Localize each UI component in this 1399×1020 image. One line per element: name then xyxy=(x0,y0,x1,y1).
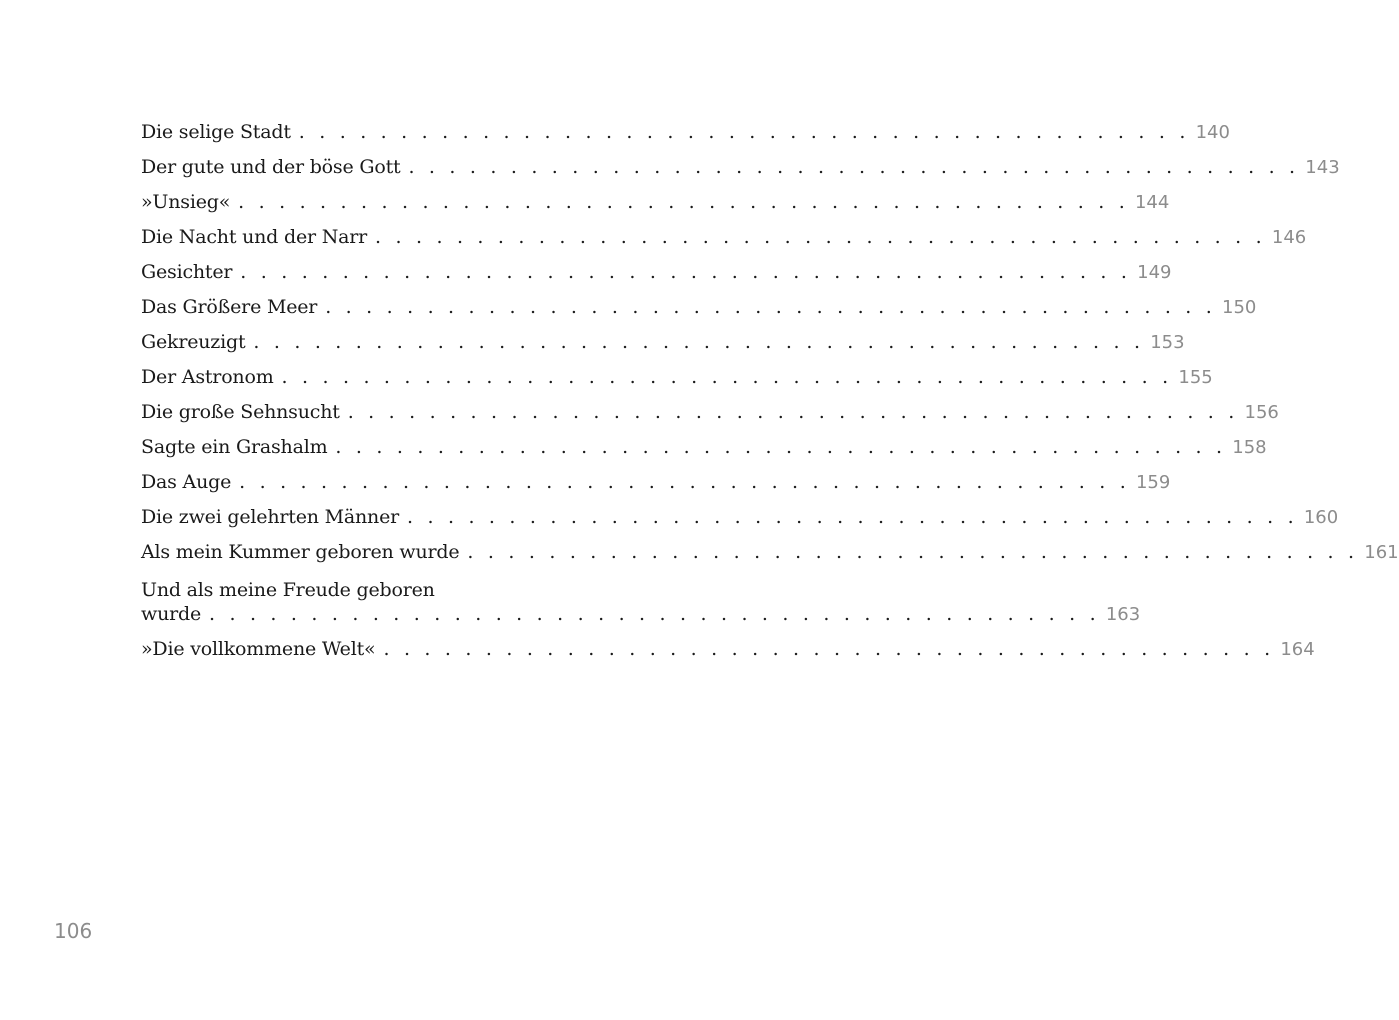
toc-entry-page: 160 xyxy=(1303,507,1339,528)
toc-entry-title: Die zwei gelehrten Männer xyxy=(141,506,400,528)
leader-dots: . . . . . . . . . . . . . . . . . . . . . . . . . . . . . . . . . . . . . . . . . . . . xyxy=(408,156,1300,178)
toc-entry-title: Gekreuzigt xyxy=(141,331,246,353)
toc-entry xyxy=(141,326,1185,361)
leader-dots: . . . . . . . . . . . . . . . . . . . . . . . . . . . . . . . . . . . . . . . . . . . . xyxy=(253,331,1145,353)
toc-entry-title: Die selige Stadt xyxy=(141,121,291,143)
toc-entry-title: Das Größere Meer xyxy=(141,296,318,318)
toc-entry xyxy=(141,536,1399,571)
toc-entry xyxy=(141,221,1307,256)
toc-entry-page: 163 xyxy=(1105,604,1141,625)
toc-entry-page: 149 xyxy=(1137,262,1172,283)
toc-entry-page: 150 xyxy=(1222,297,1257,318)
toc-entry-page: 156 xyxy=(1244,402,1279,423)
toc-entry-page: 159 xyxy=(1135,472,1171,493)
toc-entry-page: 164 xyxy=(1280,639,1315,660)
toc-entry xyxy=(141,633,1315,668)
toc-entry-title: Als mein Kummer geboren wurde xyxy=(141,541,460,563)
toc-entry xyxy=(141,256,1172,291)
leader-dots: . . . . . . . . . . . . . . . . . . . . . . . . . . . . . . . . . . . . . . . . . . . . xyxy=(239,471,1130,493)
toc-entry xyxy=(141,431,1267,466)
toc-entry-page: 155 xyxy=(1178,367,1213,388)
toc-entry-page: 140 xyxy=(1195,122,1230,143)
page-number: 106 xyxy=(54,919,93,943)
toc-entry-title: Gesichter xyxy=(141,261,233,283)
leader-dots: . . . . . . . . . . . . . . . . . . . . . . . . . . . . . . . . . . . . . . . . . . . . xyxy=(335,436,1227,458)
toc-entry xyxy=(141,396,1279,431)
toc-entry-title: Der Astronom xyxy=(141,366,274,388)
toc-entry-page: 143 xyxy=(1305,157,1340,178)
toc-entry xyxy=(141,151,1340,186)
toc-entry xyxy=(141,116,1230,151)
toc-entry-page: 158 xyxy=(1232,437,1267,458)
toc-entry-page: 144 xyxy=(1134,192,1170,213)
leader-dots: . . . . . . . . . . . . . . . . . . . . . . . . . . . . . . . . . . . . . . . . . . . . xyxy=(325,296,1217,318)
toc-entry-title: Sagte ein Grashalm xyxy=(141,436,328,458)
toc-entry-page: 146 xyxy=(1271,227,1307,248)
toc-entry-title: »Unsieg« xyxy=(141,191,231,213)
toc-entry-title: Die Nacht und der Narr xyxy=(141,226,368,248)
leader-dots: . . . . . . . . . . . . . . . . . . . . . . . . . . . . . . . . . . . . . . . . . . . . xyxy=(209,603,1100,625)
leader-dots: . . . . . . . . . . . . . . . . . . . . . . . . . . . . . . . . . . . . . . . . . . . . xyxy=(281,366,1173,388)
toc-entry-title-line2: wurde xyxy=(141,603,201,625)
toc-entry xyxy=(141,361,1213,396)
toc-entry xyxy=(141,466,1171,501)
toc-entry-title: Die große Sehnsucht xyxy=(141,401,340,423)
leader-dots: . . . . . . . . . . . . . . . . . . . . . . . . . . . . . . . . . . . . . . . . . . . . xyxy=(240,261,1132,283)
leader-dots: . . . . . . . . . . . . . . . . . . . . . . . . . . . . . . . . . . . . . . . . . . . . xyxy=(407,506,1298,528)
table-of-contents xyxy=(141,116,1399,668)
leader-dots: . . . . . . . . . . . . . . . . . . . . . . . . . . . . . . . . . . . . . . . . . . . . xyxy=(238,191,1129,213)
toc-entry-title: Das Auge xyxy=(141,471,232,493)
leader-dots: . . . . . . . . . . . . . . . . . . . . . . . . . . . . . . . . . . . . . . . . . . . . xyxy=(298,121,1190,143)
toc-entry-title: »Die vollkommene Welt« xyxy=(141,638,376,660)
toc-entry-title: Der gute und der böse Gott xyxy=(141,156,401,178)
leader-dots: . . . . . . . . . . . . . . . . . . . . . . . . . . . . . . . . . . . . . . . . . . . . xyxy=(467,541,1359,563)
leader-dots: . . . . . . . . . . . . . . . . . . . . . . . . . . . . . . . . . . . . . . . . . . . . xyxy=(375,226,1266,248)
toc-entry xyxy=(141,571,1141,633)
toc-entry xyxy=(141,186,1170,221)
toc-entry xyxy=(141,291,1257,326)
toc-entry xyxy=(141,501,1339,536)
toc-entry-page: 161 xyxy=(1364,542,1399,563)
toc-entry-page: 153 xyxy=(1150,332,1185,353)
leader-dots: . . . . . . . . . . . . . . . . . . . . . . . . . . . . . . . . . . . . . . . . . . . . xyxy=(347,401,1239,423)
leader-dots: . . . . . . . . . . . . . . . . . . . . . . . . . . . . . . . . . . . . . . . . . . . . xyxy=(383,638,1275,660)
toc-entry-title-line1: Und als meine Freude geboren xyxy=(141,579,435,601)
